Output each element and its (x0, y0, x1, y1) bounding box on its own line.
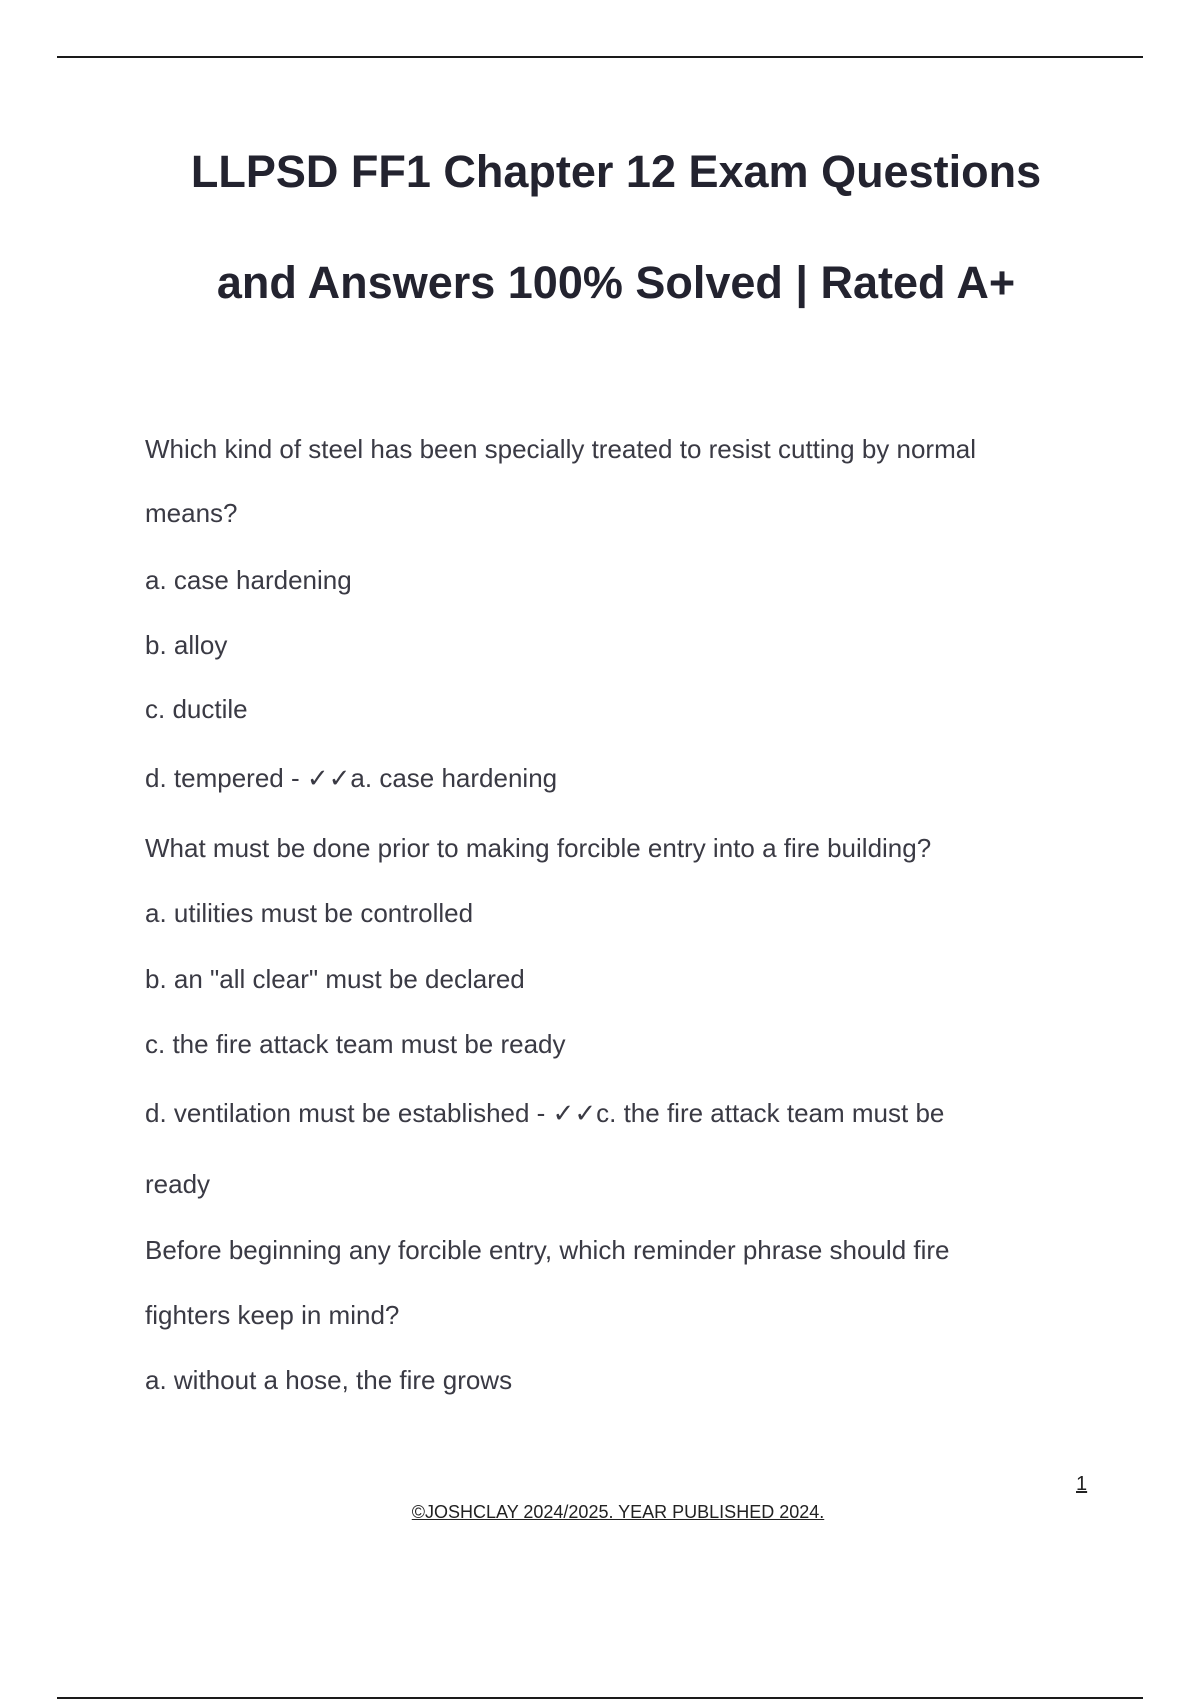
question-2-option-b: b. an "all clear" must be declared (145, 964, 525, 994)
question-1-option-b: b. alloy (145, 630, 228, 660)
question-1-option-d-answer: d. tempered - ✓✓a. case hardening (145, 763, 558, 793)
page-number: 1 (1076, 1473, 1088, 1495)
question-3-option-a: a. without a hose, the fire grows (145, 1365, 513, 1395)
bottom-rule (57, 1697, 1143, 1699)
document-title-line-1: LLPSD FF1 Chapter 12 Exam Questions (190, 146, 1042, 197)
question-2-text: What must be done prior to making forcible entry into a fire building? (145, 833, 932, 863)
question-3-text: Before beginning any forcible entry, which reminder phrase should fire (145, 1235, 950, 1265)
question-1-text-cont: means? (145, 498, 238, 528)
question-2-option-a: a. utilities must be controlled (145, 898, 474, 928)
question-1-option-a: a. case hardening (145, 565, 352, 595)
question-2-option-d-answer: d. ventilation must be established - ✓✓c. the fire attack team must be (145, 1098, 945, 1128)
question-2-option-c: c. the fire attack team must be ready (145, 1029, 566, 1059)
document-title-line-2: and Answers 100% Solved | Rated A+ (216, 257, 1016, 308)
top-rule (57, 56, 1143, 58)
question-3-text-cont: fighters keep in mind? (145, 1300, 400, 1330)
question-1-text: Which kind of steel has been specially treated to resist cutting by normal (145, 434, 976, 464)
question-2-answer-cont: ready (145, 1169, 211, 1199)
footer-copyright: ©JOSHCLAY 2024/2025. YEAR PUBLISHED 2024. (411, 1502, 825, 1522)
question-1-option-c: c. ductile (145, 694, 248, 724)
